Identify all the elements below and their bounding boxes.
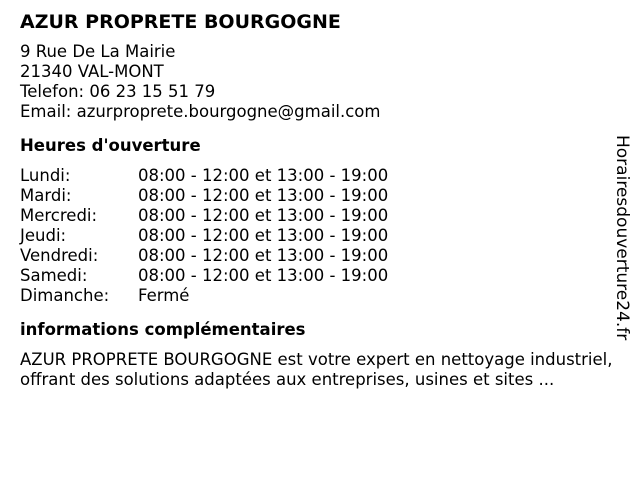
address-street: 9 Rue De La Mairie (20, 42, 176, 61)
business-name: AZUR PROPRETE BOURGOGNE (20, 11, 341, 33)
hours-day: Mercredi: (20, 206, 98, 225)
info-heading: informations complémentaires (20, 320, 306, 339)
hours-heading: Heures d'ouverture (20, 136, 201, 155)
hours-time: Fermé (138, 286, 190, 305)
hours-row (20, 186, 610, 206)
hours-row (20, 206, 610, 226)
hours-time: 08:00 - 12:00 et 13:00 - 19:00 (138, 186, 389, 205)
hours-day: Lundi: (20, 166, 71, 185)
phone-number: Telefon: 06 23 15 51 79 (20, 82, 216, 101)
business-description: AZUR PROPRETE BOURGOGNE est votre expert en nettoyage industriel, offrant des solutions adaptées aux entreprises, usines et sites ... (20, 350, 613, 389)
hours-day: Samedi: (20, 266, 88, 285)
email-address: Email: azurproprete.bourgogne@gmail.com (20, 102, 381, 121)
site-watermark: Horairesdouverture24.fr (612, 135, 632, 341)
hours-row (20, 246, 610, 266)
hours-row (20, 286, 610, 306)
hours-row (20, 266, 610, 286)
hours-time: 08:00 - 12:00 et 13:00 - 19:00 (138, 226, 389, 245)
hours-table (20, 166, 610, 306)
hours-day: Dimanche: (20, 286, 110, 305)
address-city: 21340 VAL-MONT (20, 62, 164, 81)
hours-time: 08:00 - 12:00 et 13:00 - 19:00 (138, 266, 389, 285)
hours-day: Mardi: (20, 186, 72, 205)
hours-time: 08:00 - 12:00 et 13:00 - 19:00 (138, 206, 389, 225)
hours-day: Jeudi: (20, 226, 67, 245)
hours-time: 08:00 - 12:00 et 13:00 - 19:00 (138, 246, 389, 265)
hours-row (20, 226, 610, 246)
hours-row (20, 166, 610, 186)
hours-day: Vendredi: (20, 246, 99, 265)
business-card (20, 10, 613, 390)
hours-time: 08:00 - 12:00 et 13:00 - 19:00 (138, 166, 389, 185)
